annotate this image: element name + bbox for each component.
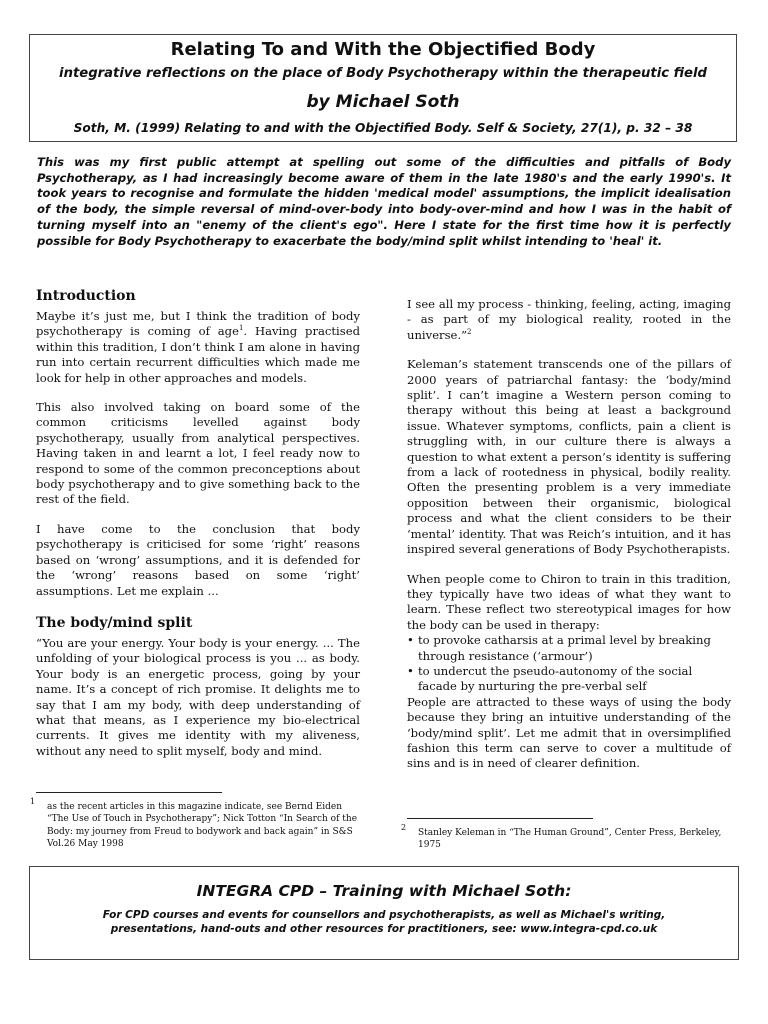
chiron-paragraph: When people come to Chiron to train in this tradition, they typically have two ideas of what they want to learn. These reflect two stereotypical images for how the body can be used in therapy:	[407, 571, 731, 632]
footer-title: INTEGRA CPD – Training with Michael Soth:	[196, 882, 572, 900]
quote-end	[407, 297, 731, 343]
footnote-ref-1[interactable]: 1	[238, 324, 244, 333]
keleman-quote: “You are your energy. Your body is your energy. ... The unfolding of your biological process is you ... as body. Your body is an energetic process, going by your name. It’s a concept of rich promise. It delights me to say that I am my body, with deep understanding of what that means, as I experience my bio-electrical currents. It gives me identity with my aliveness, without any need to split myself, body and mind.	[36, 635, 360, 758]
bullet-text: to undercut the pseudo-autonomy of the social facade by nurturing the pre-verbal self	[418, 663, 693, 694]
article-citation: Soth, M. (1999) Relating to and with the Objectified Body. Self & Society, 27(1), p. 32 – 38	[73, 121, 693, 135]
quote-end-text: I see all my process - thinking, feeling, acting, imaging - as part of my biological reality, rooted in the universe.”	[407, 297, 731, 342]
bullet-icon: •	[407, 633, 414, 648]
abstract: This was my first public attempt at spelling out some of the difficulties and pitfalls of Body Psychotherapy, as I had increasingly become aware of them in the late 1980's and the early 1990's. It took years to recognise and formulate the hidden 'medical model' assumptions, the implicit idealisation of the body, the simple reversal of mind-over-body into body-over-mind and how I was in the habit of turning myself into an "enemy of the client's ego". Here I state for the first time how it is perfectly possible for Body Psychotherapy to exacerbate the body/mind split whilst intending to 'heal' it.	[37, 155, 731, 248]
list-item	[407, 633, 731, 664]
footer-box	[29, 866, 739, 960]
list-item	[407, 664, 731, 695]
right-column	[407, 297, 731, 786]
footnote-2	[401, 823, 736, 852]
footnote-1	[30, 797, 360, 851]
left-column	[36, 286, 360, 773]
intro-paragraph-2: This also involved taking on board some of the common criticisms levelled against body psychotherapy, usually from analytical perspectives. Having taken in and learnt a lot, I feel ready now to respond to some of the common preconceptions about body psychotherapy and to give something back to the rest of the field.	[36, 400, 360, 507]
bullet-icon: •	[407, 663, 414, 678]
footnote-rule-left	[36, 792, 222, 793]
keleman-paragraph: Keleman’s statement transcends one of the pillars of 2000 years of patriarchal fantasy: the ‘body/mind split’. I can’t imagine a Western person coming to therapy without this being at least a background issue. Whatever symptoms, conflicts, pain a client is struggling with, in our culture there is always a question to what extent a person’s identity is suffering from a lack of rootedness in physical, bodily reality. Often the presenting problem is a very immediate opposition between their organismic, biological process and what the client considers to be their ‘mental’ identity. That was Reich’s intuition, and it has inspired several generations of Body Psychotherapists.	[407, 357, 731, 557]
footnote-ref-2[interactable]: 2	[467, 327, 472, 336]
intro-p1-text-cont: . Having practised within this tradition, I don’t think I am alone in having run into certain recurrent difficulties which made me look for help in other approaches and models.	[36, 324, 360, 385]
footnote-1-number: 1	[30, 797, 36, 806]
footnote-1-text: as the recent articles in this magazine indicate, see Bernd Eiden “The Use of Touch in Psychotherapy”; Nick Totton “In Search of the Body: my journey from Freud to bodywork and back again” in S&S Vol.26 May 1998	[47, 802, 358, 850]
article-title: Relating To and With the Objectified Body	[170, 39, 596, 60]
bullet-list	[407, 633, 731, 695]
footnote-rule-right	[407, 818, 593, 819]
article-subtitle: integrative reflections on the place of Body Psychotherapy within the therapeutic field	[59, 66, 707, 81]
attraction-paragraph: People are attracted to these ways of using the body because they bring an intuitive understanding of the ‘body/mind split’. Let me admit that in oversimplified fashion this term can serve to cover a multitude of sins and is in need of clearer definition.	[407, 694, 731, 771]
bullet-text: to provoke catharsis at a primal level by breaking through resistance (‘armour’)	[418, 633, 711, 663]
intro-p1-text: Maybe it’s just me, but I think the tradition of body psychotherapy is coming of age	[36, 309, 360, 339]
footnote-2-number: 2	[401, 823, 407, 832]
article-author: by Michael Soth	[306, 92, 460, 112]
intro-heading: Introduction	[36, 288, 136, 304]
section-heading: The body/mind split	[36, 614, 193, 631]
header-box	[29, 34, 737, 142]
intro-paragraph-1	[36, 309, 360, 386]
footer-text[interactable]: For CPD courses and events for counsellors and psychotherapists, as well as Michael's writing, presentations, hand-outs and other resources for practitioners, see: www.integra-cpd.co.uk	[102, 909, 666, 935]
footnote-2-text: Stanley Keleman in “The Human Ground”, Center Press, Berkeley, 1975	[418, 828, 722, 851]
intro-paragraph-3: I have come to the conclusion that body psychotherapy is criticised for some ‘right’ reasons based on ‘wrong’ assumptions, and it is defended for the ‘wrong’ reasons based on some ‘right’ assumptions. Let me explain ...	[36, 521, 360, 598]
